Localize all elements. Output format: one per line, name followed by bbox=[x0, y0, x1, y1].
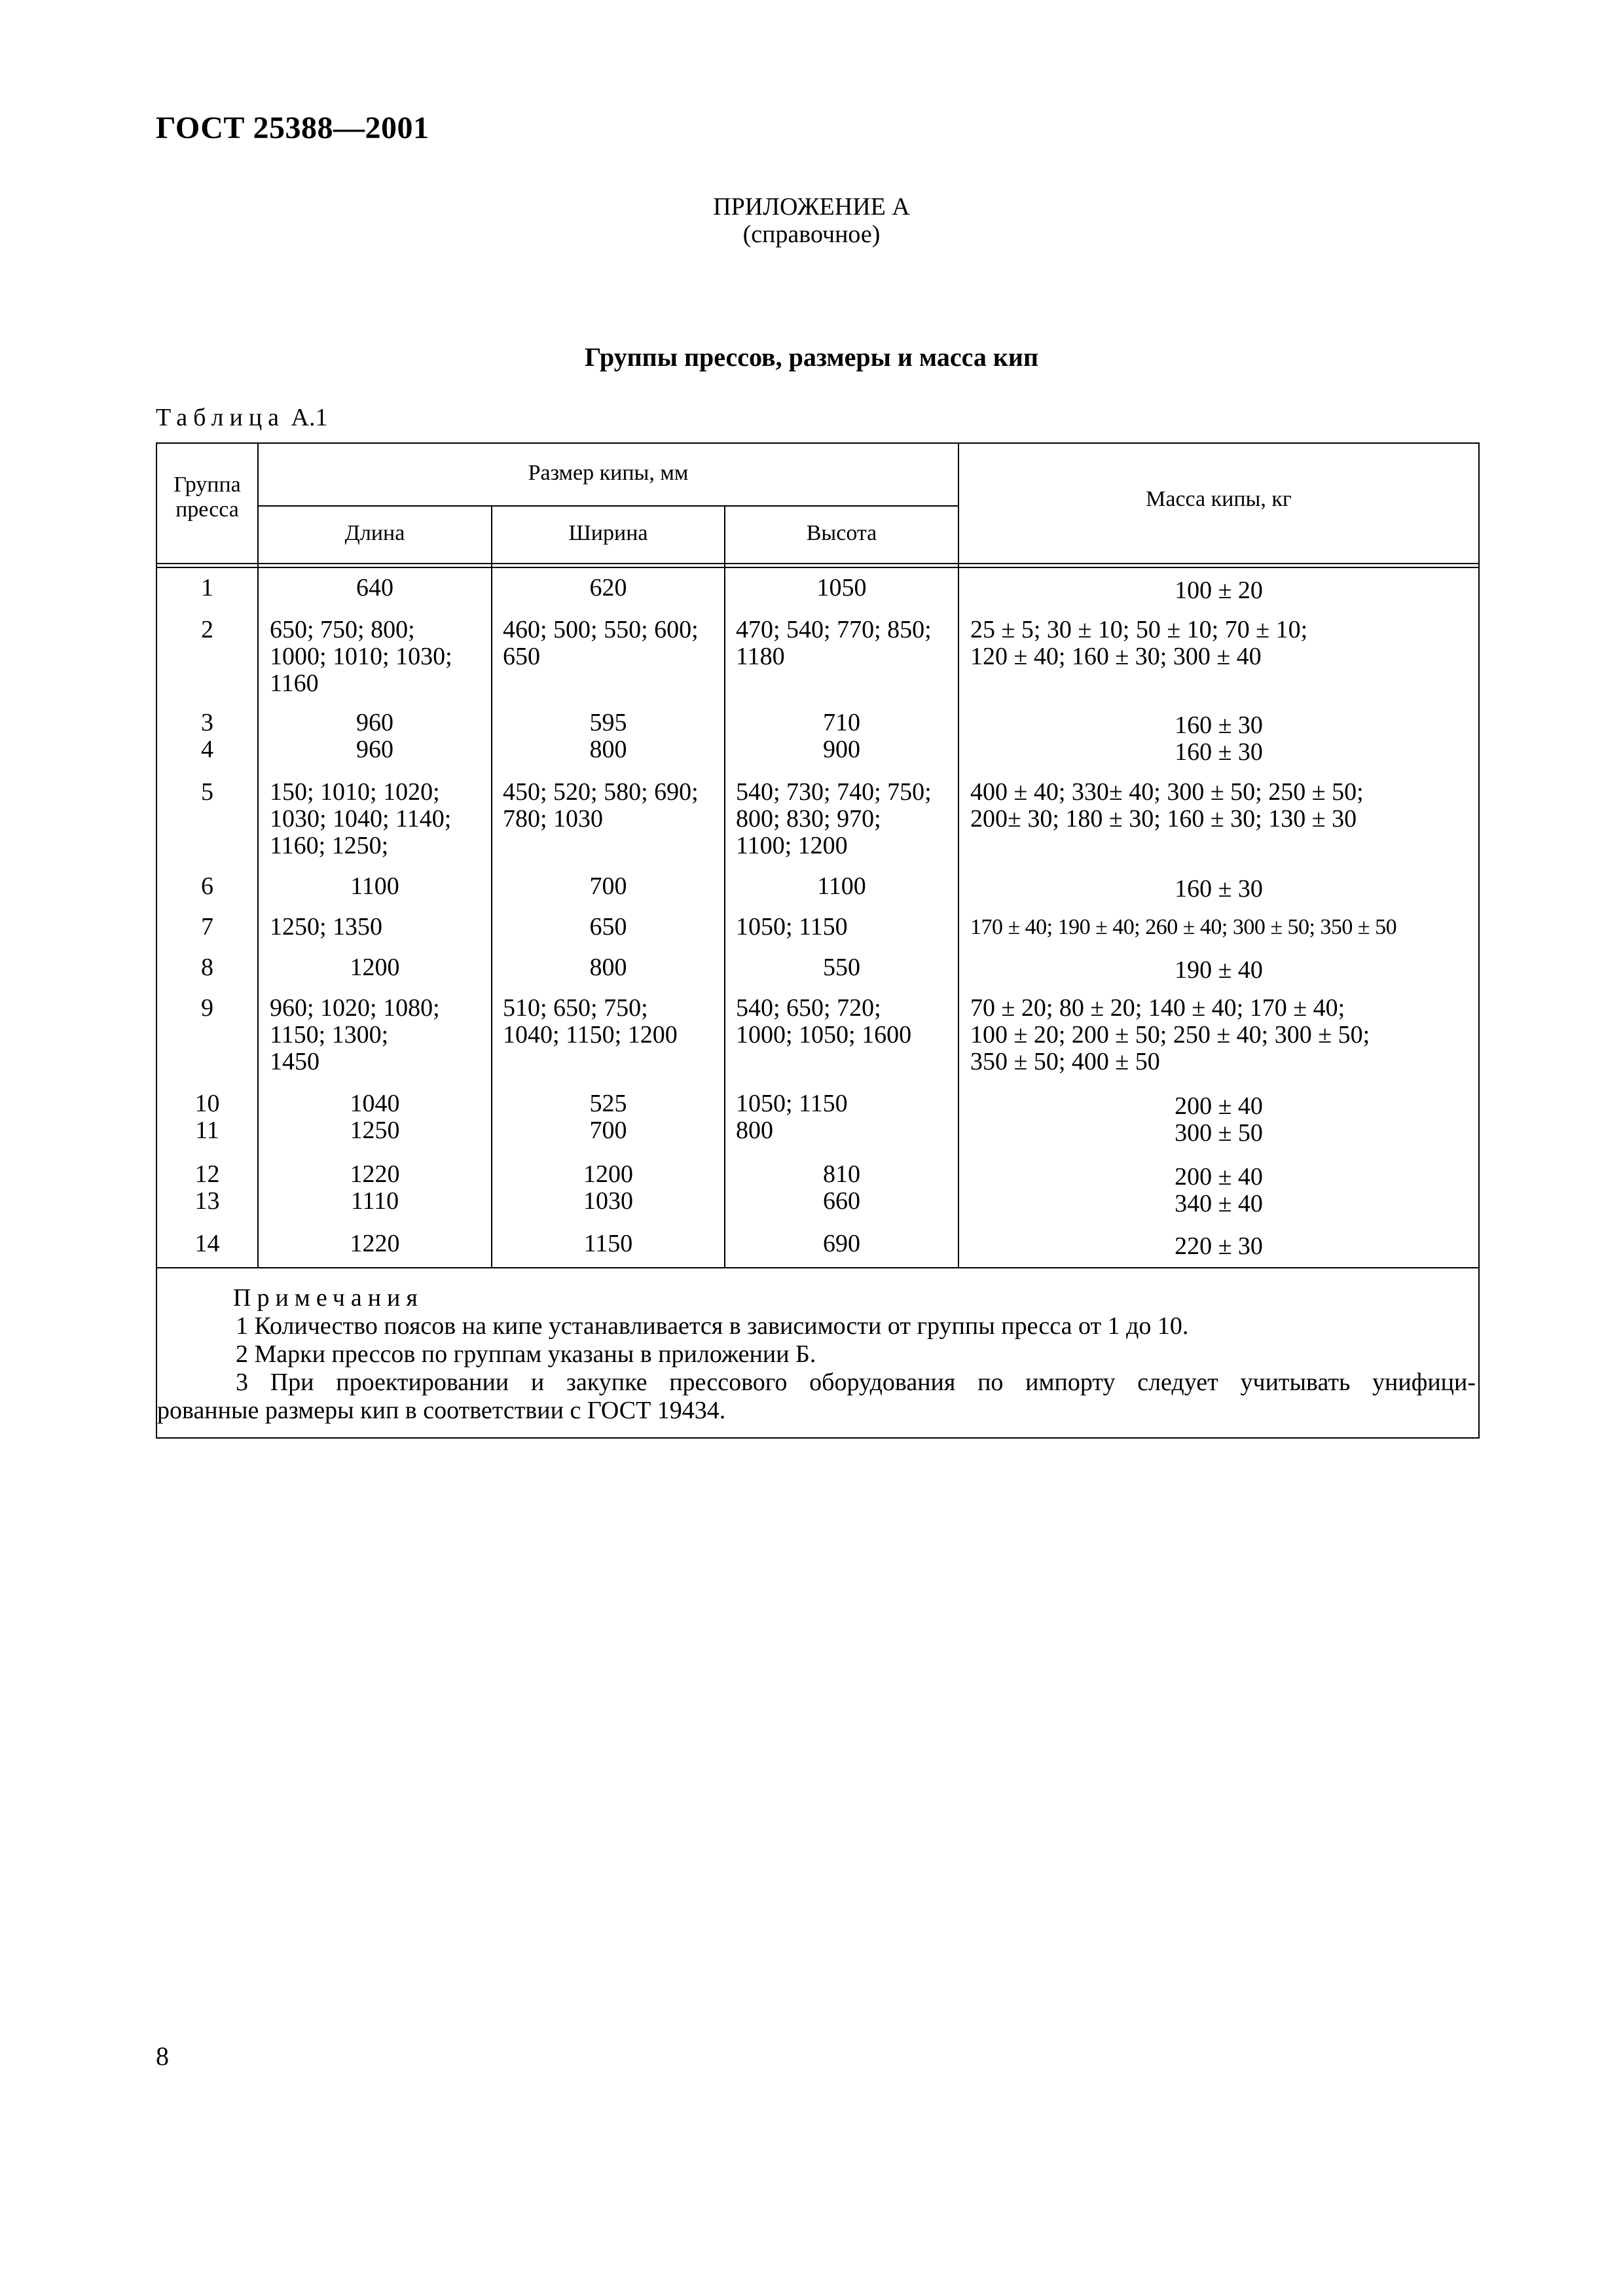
note-item: 3 При проектировании и закупке прессового оборудования по импорту следует учитывать унифици- bbox=[236, 1369, 1476, 1396]
table-cell-length: 1040 1250 bbox=[350, 1090, 400, 1144]
table-label-word: Таблица bbox=[156, 404, 285, 431]
table-cell-length: 1220 1110 bbox=[350, 1160, 400, 1215]
table-cell-length: 1100 bbox=[350, 872, 399, 900]
table-cell-length: 650; 750; 800; 1000; 1010; 1030; 1160 bbox=[270, 616, 452, 697]
table-cell-mass: 200 ± 40 340 ± 40 bbox=[1175, 1163, 1263, 1217]
table-cell-length: 1250; 1350 bbox=[270, 913, 383, 941]
table-cell-height: 710 900 bbox=[823, 709, 860, 763]
note-item-continuation: рованные размеры кип в соответствии с ГОСТ 19434. bbox=[157, 1397, 726, 1424]
table-cell-width: 510; 650; 750; 1040; 1150; 1200 bbox=[503, 994, 678, 1049]
table-cell-width: 800 bbox=[589, 954, 627, 981]
table-cell-group: 3 4 bbox=[201, 709, 213, 763]
table-cell-height: 1050; 1150 bbox=[736, 913, 848, 941]
table-cell-length: 960; 1020; 1080; 1150; 1300; 1450 bbox=[270, 994, 440, 1075]
header-width: Ширина bbox=[568, 521, 648, 545]
note-item: 1 Количество поясов на кипе устанавливается в зависимости от группы пресса от 1 до 10. bbox=[236, 1312, 1189, 1340]
table-cell-length: 1200 bbox=[350, 954, 400, 981]
table-cell-height: 1100 bbox=[817, 872, 866, 900]
page-number: 8 bbox=[156, 2041, 169, 2071]
table-cell-width: 525 700 bbox=[589, 1090, 627, 1144]
table-cell-mass: 160 ± 30 bbox=[1175, 875, 1263, 903]
table-cell-height: 550 bbox=[823, 954, 860, 981]
table-title: Группы прессов, размеры и масса кип bbox=[584, 342, 1038, 372]
table-cell-group: 6 bbox=[201, 872, 213, 900]
table-cell-group: 2 bbox=[201, 616, 213, 643]
table-cell-width: 460; 500; 550; 600; 650 bbox=[503, 616, 699, 670]
table-cell-group: 12 13 bbox=[194, 1160, 220, 1215]
notes-heading: Примечания bbox=[233, 1284, 424, 1312]
table-cell-group: 14 bbox=[194, 1230, 220, 1257]
table-cell-group: 1 bbox=[201, 574, 213, 601]
table-cell-group: 10 11 bbox=[194, 1090, 220, 1144]
header-divider bbox=[257, 505, 958, 507]
header-group: Группа пресса bbox=[173, 473, 241, 522]
header-bottom-rule bbox=[156, 567, 1480, 568]
table-cell-mass: 400 ± 40; 330± 40; 300 ± 50; 250 ± 50; 200± 30; 180 ± 30; 160 ± 30; 130 ± 30 bbox=[970, 778, 1364, 833]
table-cell-mass: 100 ± 20 bbox=[1175, 577, 1263, 604]
table-cell-width: 450; 520; 580; 690; 780; 1030 bbox=[503, 778, 699, 833]
table-cell-width: 1150 bbox=[583, 1230, 633, 1257]
table-cell-mass: 220 ± 30 bbox=[1175, 1232, 1263, 1260]
header-size: Размер кипы, мм bbox=[528, 461, 689, 485]
table-cell-length: 640 bbox=[356, 574, 393, 601]
table-cell-height: 1050 bbox=[816, 574, 867, 601]
table-cell-mass: 190 ± 40 bbox=[1175, 956, 1263, 984]
appendix-title: ПРИЛОЖЕНИЕ А bbox=[713, 193, 910, 221]
document-code: ГОСТ 25388—2001 bbox=[156, 111, 429, 145]
table-cell-width: 620 bbox=[589, 574, 627, 601]
table-cell-mass: 25 ± 5; 30 ± 10; 50 ± 10; 70 ± 10; 120 ± 40; 160 ± 30; 300 ± 40 bbox=[970, 616, 1308, 670]
header-bottom-rule bbox=[156, 563, 1480, 564]
table-cell-mass: 70 ± 20; 80 ± 20; 140 ± 40; 170 ± 40; 100 ± 20; 200 ± 50; 250 ± 40; 300 ± 50; 350 ± 50; 400 ± 50 bbox=[970, 994, 1370, 1075]
table-cell-width: 650 bbox=[589, 913, 627, 941]
notes bbox=[156, 1284, 1480, 1435]
table-cell-width: 1200 1030 bbox=[583, 1160, 633, 1215]
table-cell-width: 700 bbox=[589, 872, 627, 900]
header-height: Высота bbox=[806, 521, 877, 545]
table-label-number: А.1 bbox=[291, 404, 328, 431]
table-cell-mass: 170 ± 40; 190 ± 40; 260 ± 40; 300 ± 50; 350 ± 50 bbox=[970, 915, 1397, 939]
table-label bbox=[156, 403, 327, 432]
table-cell-width: 595 800 bbox=[589, 709, 627, 763]
table-cell-group: 9 bbox=[201, 994, 213, 1022]
table-cell-height: 540; 650; 720; 1000; 1050; 1600 bbox=[736, 994, 912, 1049]
header-length: Длина bbox=[344, 521, 405, 545]
header-mass: Масса кипы, кг bbox=[1146, 487, 1292, 511]
note-item: 2 Марки прессов по группам указаны в приложении Б. bbox=[236, 1340, 816, 1368]
table-cell-group: 8 bbox=[201, 954, 213, 981]
table-cell-height: 540; 730; 740; 750; 800; 830; 970; 1100; 1200 bbox=[736, 778, 932, 859]
table-cell-group: 7 bbox=[201, 913, 213, 941]
table-cell-mass: 200 ± 40 300 ± 50 bbox=[1175, 1092, 1263, 1147]
table-body-bottom-rule bbox=[156, 1267, 1480, 1268]
table-cell-height: 1050; 1150 800 bbox=[736, 1090, 848, 1144]
table-cell-mass: 160 ± 30 160 ± 30 bbox=[1175, 711, 1263, 766]
table-cell-group: 5 bbox=[201, 778, 213, 806]
table-cell-length: 960 960 bbox=[356, 709, 393, 763]
table-cell-height: 470; 540; 770; 850; 1180 bbox=[736, 616, 932, 670]
table-cell-height: 810 660 bbox=[823, 1160, 860, 1215]
table-cell-length: 1220 bbox=[350, 1230, 400, 1257]
table-cell-length: 150; 1010; 1020; 1030; 1040; 1140; 1160; 1250; bbox=[270, 778, 452, 859]
table-cell-height: 690 bbox=[823, 1230, 860, 1257]
appendix-subtitle: (справочное) bbox=[742, 221, 881, 248]
